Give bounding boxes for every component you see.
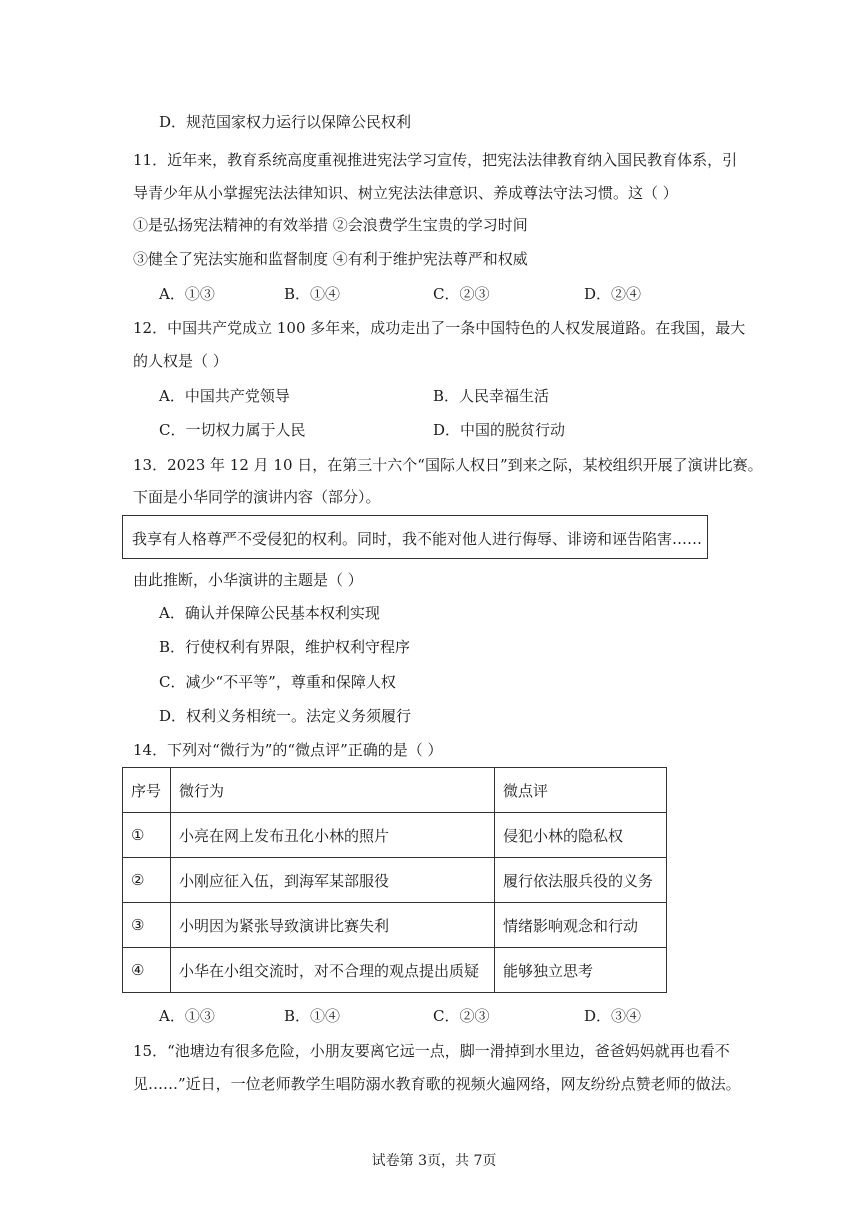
q11-option-a: A．①③ <box>159 285 215 303</box>
table-header-cell: 微行为 <box>171 768 495 813</box>
q15-stem-line2: 见……”近日，一位老师教学生唱防溺水教育歌的视频火遍网络，网友纷纷点赞老师的做法。 <box>133 1075 741 1093</box>
q14-option-a: A．①③ <box>159 1007 215 1025</box>
q11-option-d: D．②④ <box>584 285 642 303</box>
q13-quote-text: 我享有人格尊严不受侵犯的权利。同时，我不能对他人进行侮辱、诽谤和诬告陷害…… <box>132 530 703 548</box>
q14-table <box>122 767 667 993</box>
q12-stem-line1: 12．中国共产党成立 100 多年来，成功走出了一条中国特色的人权发展道路。在我国，最大 <box>133 319 746 337</box>
q13-quote-box <box>122 515 708 559</box>
q14-option-d: D．③④ <box>584 1007 642 1025</box>
q10-option-d: D．规范国家权力运行以保障公民权利 <box>159 113 412 131</box>
table-header-cell: 微点评 <box>495 768 667 813</box>
table-row <box>123 858 667 903</box>
q15-stem-line1: 15．“池塘边有很多危险，小朋友要离它远一点，脚一滑掉到水里边，爸爸妈妈就再也看不 <box>133 1042 730 1060</box>
table-cell: 小明因为紧张导致演讲比赛失利 <box>171 903 495 948</box>
q12-option-a: A．中国共产党领导 <box>159 387 290 405</box>
q11-statement-1-2: ①是弘扬宪法精神的有效举措 ②会浪费学生宝贵的学习时间 <box>133 216 528 234</box>
table-cell: ④ <box>123 948 171 993</box>
q12-option-d: D．中国的脱贫行动 <box>433 421 566 439</box>
table-cell: 情绪影响观念和行动 <box>495 903 667 948</box>
table-cell: 能够独立思考 <box>495 948 667 993</box>
q13-stem-line3: 由此推断，小华演讲的主题是（ ） <box>133 571 363 589</box>
table-cell: ② <box>123 858 171 903</box>
table-row <box>123 813 667 858</box>
table-row <box>123 948 667 993</box>
table-cell: 履行依法服兵役的义务 <box>495 858 667 903</box>
q13-option-c: C．减少“不平等”，尊重和保障人权 <box>159 673 396 691</box>
q11-option-c: C．②③ <box>433 285 490 303</box>
table-cell: 小刚应征入伍，到海军某部服役 <box>171 858 495 903</box>
q13-stem-line2: 下面是小华同学的演讲内容（部分）。 <box>133 488 381 506</box>
table-cell: 侵犯小林的隐私权 <box>495 813 667 858</box>
q14-stem: 14．下列对“微行为”的“微点评”正确的是（ ） <box>133 741 443 759</box>
table-row <box>123 903 667 948</box>
table-cell: 小华在小组交流时，对不合理的观点提出质疑 <box>171 948 495 993</box>
table-cell: ③ <box>123 903 171 948</box>
q11-stem-line1: 11．近年来，教育系统高度重视推进宪法学习宣传，把宪法法律教育纳入国民教育体系，引 <box>133 151 738 169</box>
table-cell: 小亮在网上发布丑化小林的照片 <box>171 813 495 858</box>
q13-option-b: B．行使权利有界限，维护权利守程序 <box>159 638 411 656</box>
q11-statement-3-4: ③健全了宪法实施和监督制度 ④有利于维护宪法尊严和权威 <box>133 250 528 268</box>
q13-stem-line1: 13．2023 年 12 月 10 日，在第三十六个“国际人权日”到来之际，某校组织开展了演讲比赛。 <box>133 456 763 474</box>
page-footer: 试卷第 3页，共 7页 <box>371 1153 497 1169</box>
q13-option-a: A．确认并保障公民基本权利实现 <box>159 604 380 622</box>
q12-option-c: C．一切权力属于人民 <box>159 421 306 439</box>
q14-option-c: C．②③ <box>433 1007 490 1025</box>
q11-stem-line2: 导青少年从小掌握宪法法律知识、树立宪法法律意识、养成尊法守法习惯。这（ ） <box>133 184 678 202</box>
table-cell: ① <box>123 813 171 858</box>
q14-option-b: B．①④ <box>284 1007 341 1025</box>
table-header-cell: 序号 <box>123 768 171 813</box>
q13-option-d: D．权利义务相统一。法定义务须履行 <box>159 707 412 725</box>
q11-option-b: B．①④ <box>284 285 341 303</box>
q12-stem-line2: 的人权是（ ） <box>133 352 228 370</box>
q12-option-b: B．人民幸福生活 <box>433 387 550 405</box>
table-header-row <box>123 768 667 813</box>
